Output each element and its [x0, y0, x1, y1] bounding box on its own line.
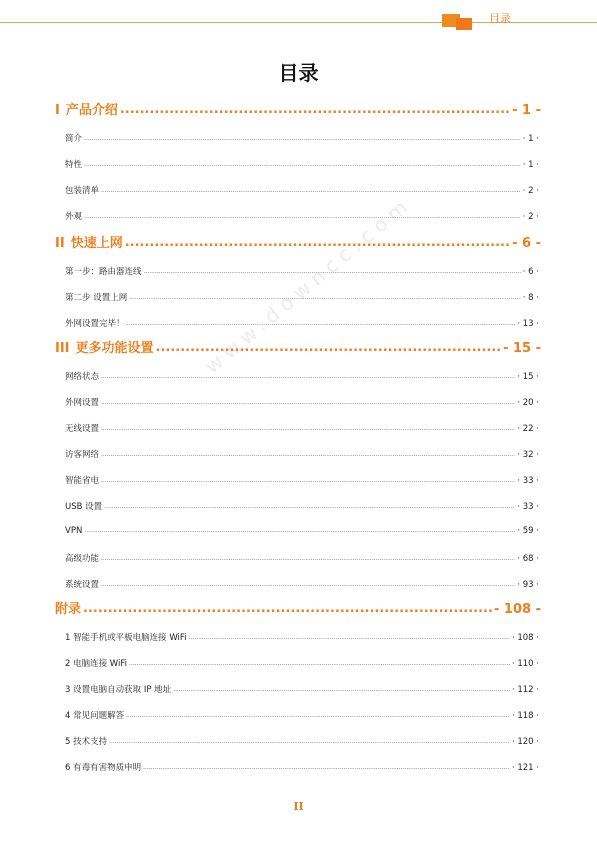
toc-leader-dots [101, 373, 515, 380]
toc-chapter-page: - 1 - [512, 103, 541, 118]
toc-item[interactable] [65, 317, 539, 329]
watermark: www.downcc.com [200, 191, 417, 379]
toc-item[interactable] [65, 709, 539, 721]
toc-item-title: 3 设置电脑自动获取 IP 地址 [65, 685, 172, 695]
toc-item[interactable] [65, 552, 539, 564]
toc-item-title: 包装清单 [65, 186, 100, 196]
toc-item-title: 4 常见问题解答 [65, 711, 125, 721]
toc-item-page: · 2 · [522, 186, 539, 196]
toc-item-page: · 22 · [517, 424, 539, 434]
toc-chapter[interactable] [55, 99, 541, 118]
toc-leader-dots [120, 102, 510, 117]
toc-item-page: · 118 · [511, 711, 539, 721]
toc-chapter-title: 快速上网 [70, 236, 123, 251]
page-number-footer: II [293, 800, 304, 813]
toc-item-title: 第二步 设置上网 [65, 293, 128, 303]
toc-item[interactable] [65, 265, 539, 277]
toc-chapter-title: 更多功能设置 [75, 341, 154, 356]
toc-item-title: 外网设置完毕！ [65, 319, 125, 329]
toc-item[interactable] [65, 396, 539, 408]
toc-item-title: 网络状态 [65, 372, 100, 382]
toc-item[interactable] [65, 474, 539, 486]
toc-item-page: · 15 · [517, 372, 539, 382]
toc-item-title: 无线设置 [65, 424, 100, 434]
toc-item-title: 外观 [65, 212, 83, 222]
toc-item-page: · 121 · [511, 763, 539, 773]
toc-item-page: · 110 · [511, 659, 539, 669]
toc-leader-dots [189, 634, 510, 641]
toc-item-page: · 33 · [517, 476, 539, 486]
toc-item[interactable] [65, 500, 539, 512]
toc-item-title: 5 技术支持 [65, 737, 108, 747]
toc-chapter-number: I [55, 103, 60, 118]
toc-leader-dots [144, 268, 521, 275]
toc-leader-dots [101, 581, 515, 588]
toc-item-title: 访客网络 [65, 450, 100, 460]
toc-item-title: 1 智能手机或平板电脑连接 WiFi [65, 633, 187, 643]
toc-chapter-title: 附录 [55, 602, 82, 617]
toc-chapter-label [55, 99, 118, 118]
toc-item-title: 简介 [65, 134, 83, 144]
toc-item-title: VPN [65, 526, 83, 536]
toc-leader-dots [129, 294, 521, 301]
header-block-b [456, 18, 472, 30]
toc-item-page: · 6 · [522, 267, 539, 277]
toc-item[interactable] [65, 158, 539, 170]
toc-leader-dots [84, 135, 521, 142]
toc-leader-dots [143, 764, 510, 771]
toc-item[interactable] [65, 683, 539, 695]
toc-item[interactable] [65, 761, 539, 773]
toc-leader-dots [101, 451, 515, 458]
header-logo-blocks [440, 12, 474, 32]
toc-item-title: 系统设置 [65, 580, 100, 590]
toc-item[interactable] [65, 210, 539, 222]
toc-leader-dots [84, 527, 515, 534]
toc-item-title: 外网设置 [65, 398, 100, 408]
toc-item-title: 6 有毒有害物质申明 [65, 763, 142, 773]
toc-chapter-number: III [55, 341, 70, 356]
toc-item[interactable] [65, 657, 539, 669]
toc-item[interactable] [65, 370, 539, 382]
toc-item-title: 特性 [65, 160, 83, 170]
toc-chapter-page: - 6 - [512, 236, 541, 251]
toc-item-title: 第一步：路由器连线 [65, 267, 142, 277]
toc-item-page: · 1 · [522, 160, 539, 170]
toc-item[interactable] [65, 184, 539, 196]
toc-item-page: · 93 · [517, 580, 539, 590]
header-label: 目录 [489, 12, 511, 25]
toc-item-page: · 20 · [517, 398, 539, 408]
toc-item-page: · 2 · [522, 212, 539, 222]
toc-leader-dots [101, 425, 515, 432]
toc-leader-dots [109, 738, 510, 745]
toc-chapter[interactable] [55, 337, 541, 356]
toc-leader-dots [101, 187, 521, 194]
toc-item-title: 高级功能 [65, 554, 100, 564]
toc-chapter[interactable] [55, 598, 541, 617]
toc-leader-dots [101, 555, 515, 562]
toc-chapter-label [55, 337, 154, 356]
toc-item[interactable] [65, 526, 539, 536]
toc-chapter-label [55, 598, 81, 617]
toc-leader-dots [84, 161, 521, 168]
toc-item-page: · 68 · [517, 554, 539, 564]
toc-chapter-number: II [55, 236, 65, 251]
toc-item-page: · 33 · [517, 502, 539, 512]
toc-leader-dots [83, 601, 492, 616]
toc-item[interactable] [65, 422, 539, 434]
toc-leader-dots [101, 399, 515, 406]
toc-leader-dots [173, 686, 510, 693]
toc-chapter-page: - 15 - [503, 341, 541, 356]
toc-item-page: · 108 · [511, 633, 539, 643]
toc-leader-dots [104, 503, 515, 510]
toc-item-title: 智能省电 [65, 476, 100, 486]
toc-item-page: · 112 · [511, 685, 539, 695]
toc-item[interactable] [65, 448, 539, 460]
toc-leader-dots [156, 340, 502, 355]
toc-item[interactable] [65, 578, 539, 590]
toc-chapter-label [55, 232, 123, 251]
toc-leader-dots [125, 235, 510, 250]
toc-item-page: · 13 · [517, 319, 539, 329]
toc-leader-dots [129, 660, 510, 667]
toc-chapter[interactable] [55, 232, 541, 251]
toc-item-page: · 8 · [522, 293, 539, 303]
toc-chapter-page: - 108 - [494, 602, 541, 617]
page-title: 目录 [278, 61, 319, 85]
toc-leader-dots [101, 477, 515, 484]
toc-item-page: · 59 · [517, 526, 539, 536]
toc-leader-dots [127, 320, 516, 327]
toc-item-page: · 32 · [517, 450, 539, 460]
toc-chapter-title: 产品介绍 [65, 103, 118, 118]
toc-item-page: · 120 · [511, 737, 539, 747]
toc-item[interactable] [65, 291, 539, 303]
toc-item[interactable] [65, 631, 539, 643]
toc-leader-dots [84, 213, 521, 220]
toc-item[interactable] [65, 735, 539, 747]
toc-item-title: USB 设置 [65, 502, 103, 512]
toc-item-page: · 1 · [522, 134, 539, 144]
toc-item-title: 2 电脑连接 WiFi [65, 659, 128, 669]
toc-leader-dots [126, 712, 510, 719]
toc-item[interactable] [65, 132, 539, 144]
